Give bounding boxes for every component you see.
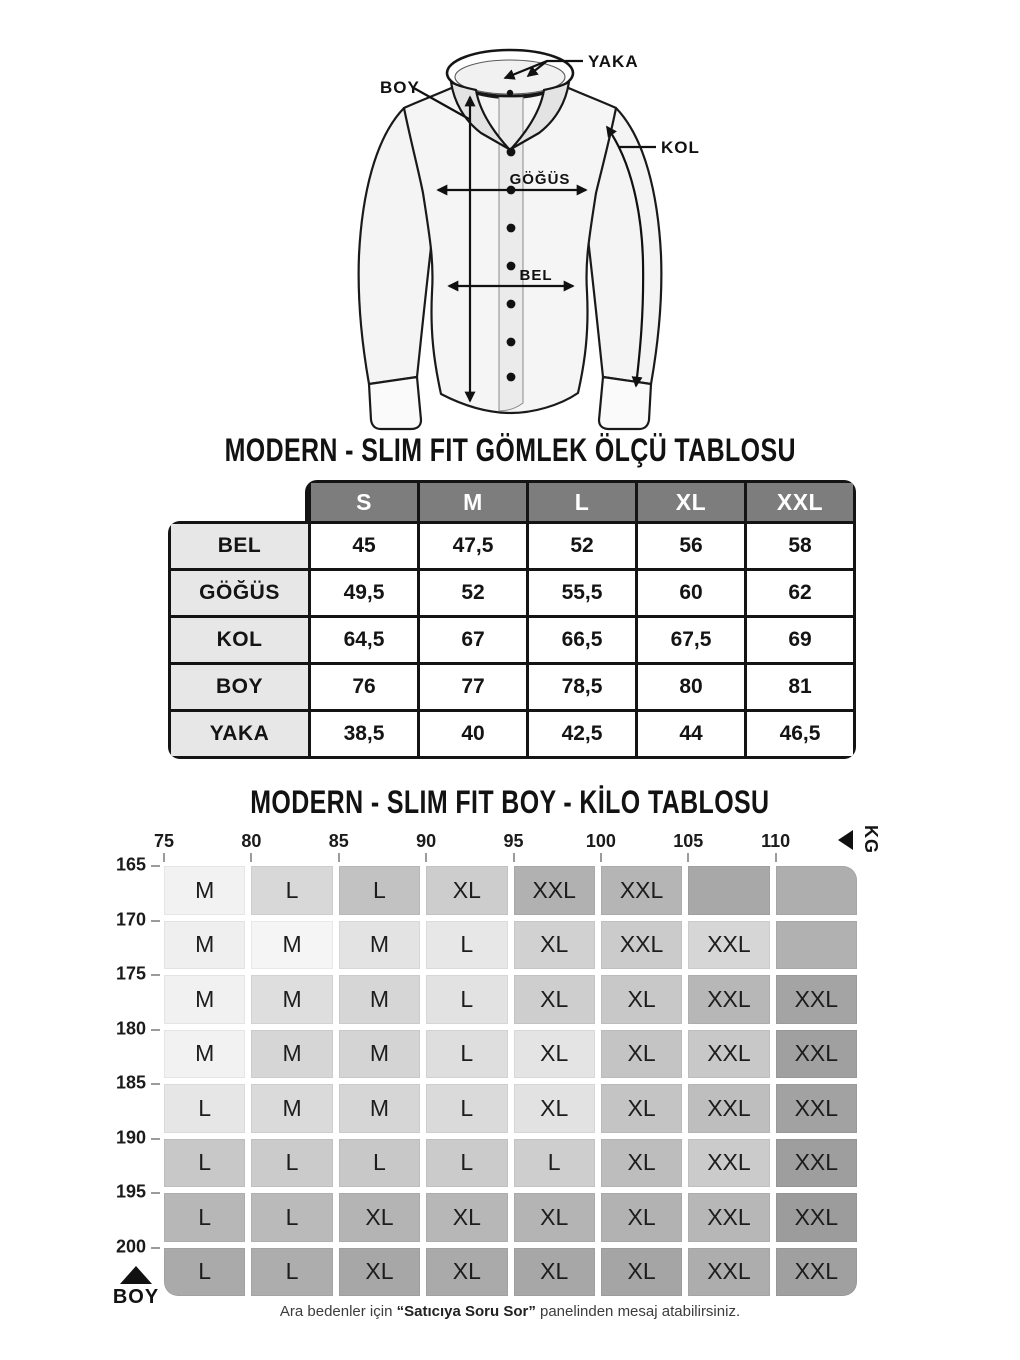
size-value-cell: 42,5 xyxy=(529,712,635,756)
kg-tick-label: 100 xyxy=(585,831,616,851)
fit-cell: L xyxy=(426,1139,507,1188)
fit-cell: XXL xyxy=(688,1084,769,1133)
kg-tick-mark xyxy=(600,853,602,862)
kg-tick-mark xyxy=(513,853,515,862)
fit-cell: XXL xyxy=(688,1030,769,1079)
fit-cell xyxy=(688,866,769,915)
fit-cell: XXL xyxy=(601,921,682,970)
fit-cell: XXL xyxy=(601,866,682,915)
size-value-cell: 49,5 xyxy=(311,571,417,615)
fit-cell: L xyxy=(251,1248,332,1297)
fit-cell: L xyxy=(426,921,507,970)
kg-axis-label: KG xyxy=(861,825,881,854)
size-value-cell: 55,5 xyxy=(529,571,635,615)
height-tick-label: 185 xyxy=(115,1072,146,1093)
size-value-cell: 45 xyxy=(311,524,417,568)
height-tick-mark xyxy=(151,1192,160,1194)
fit-cell: XXL xyxy=(688,1248,769,1297)
boy-arrow-up-icon xyxy=(120,1266,152,1284)
size-value-cell: 78,5 xyxy=(529,665,635,709)
fit-cell: L xyxy=(514,1139,595,1188)
fit-cell: XL xyxy=(601,1030,682,1079)
boy-label: BOY xyxy=(380,78,420,97)
fit-cell: XXL xyxy=(776,1248,857,1297)
fit-cell: XXL xyxy=(688,1139,769,1188)
fit-cell xyxy=(776,866,857,915)
height-tick-mark xyxy=(151,974,160,976)
size-col-header: L xyxy=(529,483,635,521)
fit-cell: L xyxy=(251,866,332,915)
fit-cell: M xyxy=(339,1030,420,1079)
fit-cell: M xyxy=(164,921,245,970)
kg-tick-label: 90 xyxy=(416,831,437,851)
footer-prefix: Ara bedenler için xyxy=(279,1303,397,1320)
kg-tick-label: 105 xyxy=(673,831,704,851)
fit-cell: L xyxy=(164,1084,245,1133)
kg-tick-mark xyxy=(425,853,427,862)
size-table-title: MODERN - SLIM FIT GÖMLEK ÖLÇÜ TABLOSU xyxy=(224,432,796,468)
size-value-cell: 62 xyxy=(747,571,853,615)
fit-cell: XL xyxy=(514,1193,595,1242)
size-value-cell: 46,5 xyxy=(747,712,853,756)
height-tick-label: 165 xyxy=(115,854,146,875)
kg-tick-label: 95 xyxy=(503,831,524,851)
fit-cell: M xyxy=(251,1030,332,1079)
fit-cell: XXL xyxy=(776,1193,857,1242)
fit-cell: XXL xyxy=(514,866,595,915)
footer-note xyxy=(0,1303,1020,1320)
fit-cell: XL xyxy=(601,1084,682,1133)
size-value-cell: 67 xyxy=(420,618,526,662)
fit-cell: XXL xyxy=(776,1084,857,1133)
fit-cell: M xyxy=(339,975,420,1024)
size-value-cell: 66,5 xyxy=(529,618,635,662)
fit-cell: XL xyxy=(514,921,595,970)
height-tick-label: 175 xyxy=(115,963,146,984)
gogus-label: GÖĞÜS xyxy=(509,171,571,188)
size-value-cell: 52 xyxy=(420,571,526,615)
kg-tick-label: 75 xyxy=(153,831,175,851)
fit-cell: L xyxy=(339,866,420,915)
size-col-header: M xyxy=(420,483,526,521)
kg-tick-mark xyxy=(338,853,340,862)
fit-cell xyxy=(776,921,857,970)
height-tick-label: 190 xyxy=(115,1126,146,1147)
size-value-cell: 52 xyxy=(529,524,635,568)
size-value-cell: 38,5 xyxy=(311,712,417,756)
height-tick-mark xyxy=(151,1029,160,1031)
fit-cell: L xyxy=(426,1030,507,1079)
height-tick-mark xyxy=(151,1083,160,1085)
fit-cell: L xyxy=(426,975,507,1024)
fit-cell: XL xyxy=(426,866,507,915)
fit-cell: M xyxy=(164,1030,245,1079)
size-row-label: BEL xyxy=(171,524,308,568)
fit-cell: M xyxy=(339,1084,420,1133)
fit-cell: XL xyxy=(514,1030,595,1079)
size-value-cell: 64,5 xyxy=(311,618,417,662)
size-value-cell: 69 xyxy=(747,618,853,662)
kg-tick-mark xyxy=(163,853,165,862)
fit-cell: L xyxy=(164,1139,245,1188)
size-row-label: GÖĞÜS xyxy=(171,571,308,615)
height-tick-mark xyxy=(151,920,160,922)
bel-label: BEL xyxy=(519,267,553,284)
height-tick-mark xyxy=(151,1247,160,1249)
height-tick-mark xyxy=(151,1138,160,1140)
kg-tick-label: 110 xyxy=(761,831,791,851)
size-row-label: YAKA xyxy=(171,712,308,756)
fit-cell: XL xyxy=(601,1139,682,1188)
fit-cell: XXL xyxy=(688,975,769,1024)
fit-cell: XXL xyxy=(688,921,769,970)
size-value-cell: 40 xyxy=(420,712,526,756)
fit-cell: L xyxy=(426,1084,507,1133)
kg-tick-label: 80 xyxy=(241,831,262,851)
fit-cell: XL xyxy=(514,1084,595,1133)
kg-axis-marker xyxy=(838,825,885,854)
fit-cell: XL xyxy=(601,1248,682,1297)
height-tick-label: 200 xyxy=(115,1235,146,1256)
fit-cell: M xyxy=(339,921,420,970)
fit-cell: XL xyxy=(339,1248,420,1297)
height-tick-mark xyxy=(151,865,160,867)
size-col-header: XXL xyxy=(747,483,853,521)
fit-cell: L xyxy=(251,1139,332,1188)
fit-cell: L xyxy=(164,1193,245,1242)
height-tick-label: 195 xyxy=(115,1181,146,1202)
kg-tick-mark xyxy=(250,853,252,862)
fit-cell: XL xyxy=(514,975,595,1024)
fit-cell: M xyxy=(164,975,245,1024)
fit-cell: XXL xyxy=(688,1193,769,1242)
kg-tick-mark xyxy=(775,853,777,862)
fit-cell: XL xyxy=(339,1193,420,1242)
fit-cell: XXL xyxy=(776,1030,857,1079)
height-tick-label: 170 xyxy=(115,908,146,929)
kol-label: KOL xyxy=(661,138,700,157)
fit-cell: M xyxy=(251,975,332,1024)
kg-tick-mark xyxy=(687,853,689,862)
size-value-cell: 76 xyxy=(311,665,417,709)
size-value-cell: 47,5 xyxy=(420,524,526,568)
size-value-cell: 60 xyxy=(638,571,744,615)
kg-tick-label: 85 xyxy=(328,831,349,851)
footer-bold: “Satıcıya Soru Sor” xyxy=(396,1303,536,1320)
boy-axis-label: BOY xyxy=(112,1286,160,1308)
fit-matrix xyxy=(164,866,857,1296)
fit-table-title: MODERN - SLIM FIT BOY - KİLO TABLOSU xyxy=(250,784,770,820)
size-value-cell: 56 xyxy=(638,524,744,568)
size-row-label: BOY xyxy=(171,665,308,709)
fit-cell: L xyxy=(251,1193,332,1242)
fit-cell: XL xyxy=(426,1248,507,1297)
fit-cell: XL xyxy=(601,975,682,1024)
fit-cell: M xyxy=(251,921,332,970)
height-tick-label: 180 xyxy=(115,1017,146,1038)
size-col-header: XL xyxy=(638,483,744,521)
fit-cell: XXL xyxy=(776,1139,857,1188)
size-col-header: S xyxy=(311,483,417,521)
size-value-cell: 58 xyxy=(747,524,853,568)
size-value-cell: 77 xyxy=(420,665,526,709)
size-value-cell: 81 xyxy=(747,665,853,709)
yaka-label: YAKA xyxy=(588,52,639,71)
fit-cell: XL xyxy=(514,1248,595,1297)
kg-arrow-left-icon xyxy=(838,830,853,850)
size-value-cell: 80 xyxy=(638,665,744,709)
size-value-cell: 67,5 xyxy=(638,618,744,662)
fit-cell: L xyxy=(339,1139,420,1188)
size-row-label: KOL xyxy=(171,618,308,662)
fit-cell: XL xyxy=(601,1193,682,1242)
footer-suffix: panelinden mesaj atabilirsiniz. xyxy=(535,1303,741,1320)
fit-cell: L xyxy=(164,1248,245,1297)
fit-cell: XL xyxy=(426,1193,507,1242)
fit-cell: XXL xyxy=(776,975,857,1024)
size-value-cell: 44 xyxy=(638,712,744,756)
fit-cell: M xyxy=(164,866,245,915)
fit-cell: M xyxy=(251,1084,332,1133)
